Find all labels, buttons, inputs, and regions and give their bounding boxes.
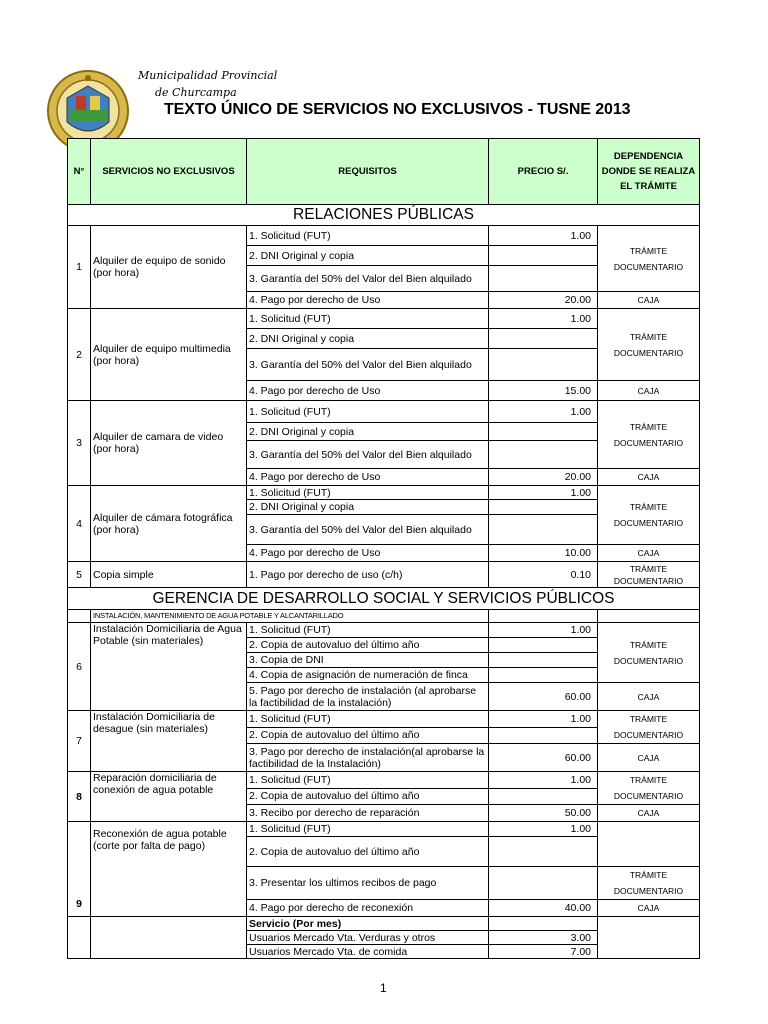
col-service-header: SERVICIOS NO EXCLUSIVOS bbox=[91, 139, 247, 205]
table-row: 1 Alquiler de equipo de sonido (por hora) 1. Solicitud (FUT) 1.00 TRÁMITE DOCUMENTARIO bbox=[68, 226, 700, 246]
table-row: 3 Alquiler de camara de video (por hora) 1. Solicitud (FUT) 1.00 TRÁMITE DOCUMENTARIO bbox=[68, 401, 700, 423]
col-price-header: PRECIO S/. bbox=[489, 139, 598, 205]
section-title: RELACIONES PÚBLICAS bbox=[68, 205, 700, 226]
table-row: 4 Alquiler de cámara fotográfica (por hora) 1. Solicitud (FUT) 1.00 TRÁMITE DOCUMENTARIO bbox=[68, 486, 700, 500]
table-row: 6 Instalación Domiciliaria de Agua Potable (sin materiales) 1. Solicitud (FUT) 1.00 TRÁMITE DOCUMENTARIO bbox=[68, 623, 700, 638]
services-table: N° SERVICIOS NO EXCLUSIVOS REQUISITOS PRECIO S/. DEPENDENCIA DONDE SE REALIZA EL TRÁMITE RELACIONES PÚBLICAS 1 Alquiler de equipo de sonido (por hora) 1. Solicitud (FUT) 1.00 TRÁMITE DOCUMENTARIO 2. DNI Original y copia 3. Garantía del 50% del Valor del Bien alquilado 4. Pago por derecho de Uso 20.00 CAJA 2 Alquiler de equipo multimedia (por hora) 1. Solicitud (FUT) 1.00 TRÁMITE DOCUMENTARIO 2. DNI Original y copia 3. Garantía del 50% del Valor del Bien alquilado 4. Pago por derecho de Uso 15.00 CAJA 3 Alquiler de camara de video (por hora) 1. Solicitud (FUT) 1.00 TRÁMITE DOCUMENTARIO 2. DNI Original y copia 3. Garantía del 50% del Valor del Bien alquilado 4. Pago por derecho de Uso 20.00 CAJA 4 Alquiler de cámara fotográfica (por hora) 1. Solicitud (FUT) 1.00 TRÁMITE DOCUMENTARIO 2. DNI Original y copia 3. Garantía del 50% del Valor del Bien alquilado 4. Pago por derecho de Uso 10.00 CAJA 5 Copia simple 1. Pago por derecho de uso (c/h) 0.10 TRÁMITE DOCUMENTARIO GERENCIA DE DESARROLLO SOCIAL Y SERVICIOS PÚBLICOS INSTALACIÓN, MANTENIMIENTO DE AGUA POTABLE Y ALCANTARILLADO 6 Instalación Domiciliaria de Agua Potable (sin materiales) 1. Solicitud (FUT) 1.00 TRÁMITE DOCUMENTARIO 2. Copia de autovaluo del último año 3. Copia de DNI 4. Copia de asignación de numeración de finca 5. Pago por derecho de instalación (al aprobarse la factibilidad de la instalación) 60.00 CAJA 7 Instalación Domiciliaria de desague (sin materiales) 1. Solicitud (FUT) 1.00 TRÁMITE DOCUMENTARIO 2. Copia de autovaluo del último año 3. Pago por derecho de instalación(al aprobarse la factibilidad de la Instalación) 60.00 CAJA 8 Reparación domiciliaria de conexión de agua potable 1. Solicitud (FUT) 1.00 TRÁMITE DOCUMENTARIO 2. Copia de autovaluo del último año 3. Recibo por derecho de reparación 50.00 CAJA 9 Reconexión de agua potable (corte por falta de pago) 1. Solicitud (FUT) 1.00 2. Copia de autovaluo del último año 3. Presentar los ultimos recibos de pago TRÁMITE DOCUMENTARIO 4. Pago por derecho de reconexión 40.00 CAJA Servicio (Por mes) Usuarios Mercado Vta. Verduras y otros 3.00 Usuarios Mercado Vta. de comida 7.00 bbox=[67, 138, 700, 959]
section-title: GERENCIA DE DESARROLLO SOCIAL Y SERVICIOS PÚBLICOS bbox=[68, 588, 700, 610]
col-dependency-header: DEPENDENCIA DONDE SE REALIZA EL TRÁMITE bbox=[598, 139, 700, 205]
subsection-title: INSTALACIÓN, MANTENIMIENTO DE AGUA POTABLE Y ALCANTARILLADO bbox=[91, 610, 489, 623]
municipality-name: Municipalidad Provincial de Churcampa bbox=[138, 69, 278, 99]
table-row: 9 Reconexión de agua potable (corte por falta de pago) 1. Solicitud (FUT) 1.00 bbox=[68, 822, 700, 837]
table-row: 5 Copia simple 1. Pago por derecho de uso (c/h) 0.10 TRÁMITE DOCUMENTARIO bbox=[68, 562, 700, 588]
col-requirements-header: REQUISITOS bbox=[247, 139, 489, 205]
col-num-header: N° bbox=[68, 139, 91, 205]
table-row: Servicio (Por mes) bbox=[68, 917, 700, 931]
table-row: 2 Alquiler de equipo multimedia (por hora) 1. Solicitud (FUT) 1.00 TRÁMITE DOCUMENTARIO bbox=[68, 309, 700, 329]
document-title: TEXTO ÚNICO DE SERVICIOS NO EXCLUSIVOS - TUSNE 2013 bbox=[164, 101, 631, 118]
table-header-row bbox=[68, 139, 700, 205]
page-number: 1 bbox=[380, 981, 387, 995]
table-row: 8 Reparación domiciliaria de conexión de agua potable 1. Solicitud (FUT) 1.00 TRÁMITE DOCUMENTARIO bbox=[68, 772, 700, 789]
table-row: 7 Instalación Domiciliaria de desague (sin materiales) 1. Solicitud (FUT) 1.00 TRÁMITE DOCUMENTARIO bbox=[68, 711, 700, 728]
